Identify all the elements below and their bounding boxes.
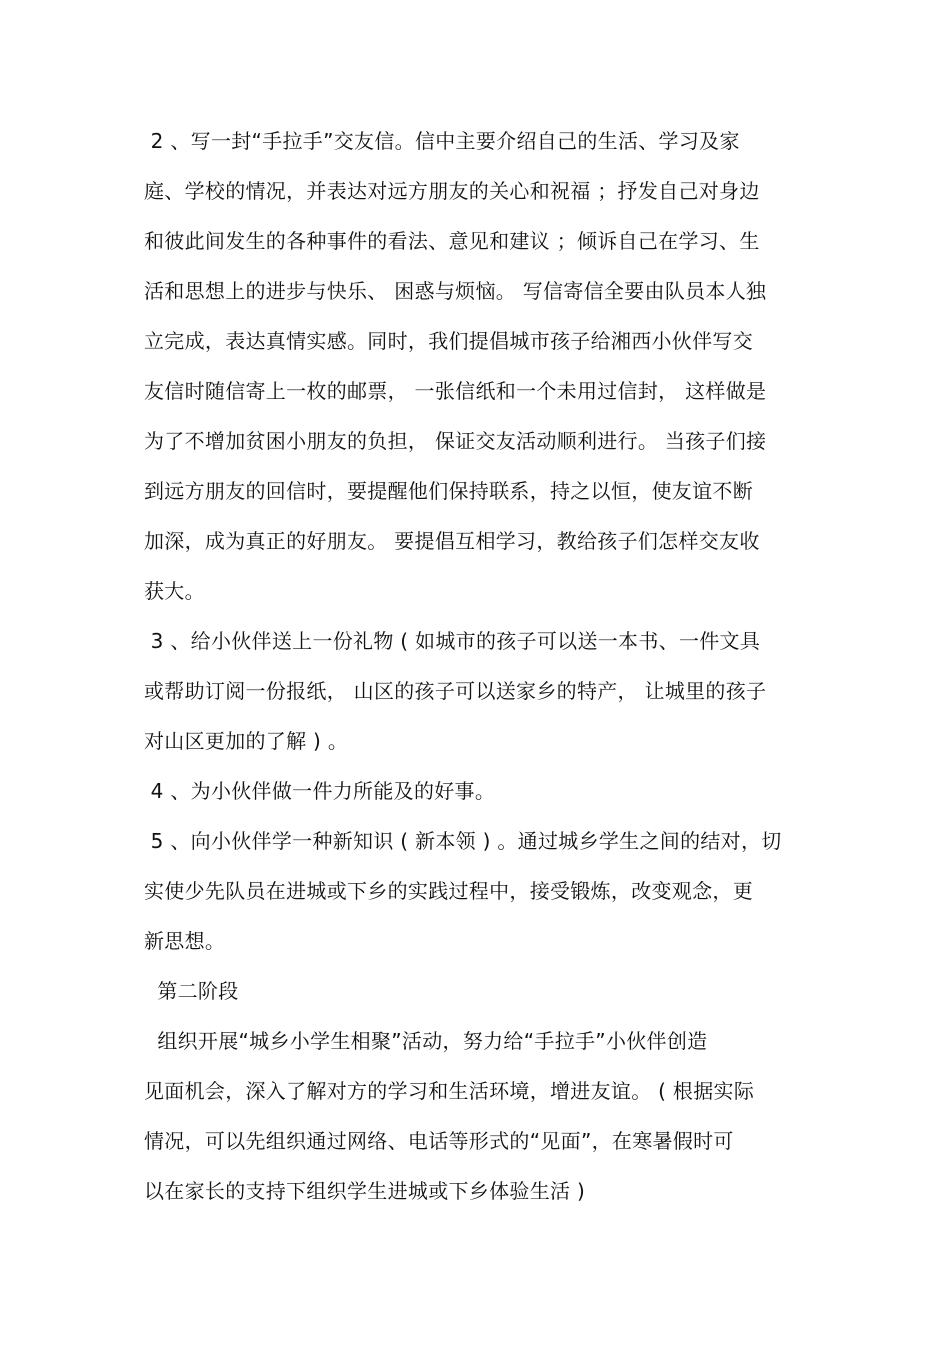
text-line: 情况，可以先组织通过网络、电话等形式的“见面”，在寒暑假时可 [144, 1129, 734, 1153]
text-line: 到远方朋友的回信时，要提醒他们保持联系，持之以恒，使友谊不断 [144, 479, 753, 503]
text-line: 2 、写一封“手拉手”交友信。信中主要介绍自己的生活、学习及家 [144, 129, 740, 153]
text-line: 新思想。 [144, 929, 226, 953]
text-line: 活和思想上的进步与快乐、 困惑与烦恼。 写信寄信全要由队员本人独 [144, 279, 767, 303]
text-line: 见面机会，深入了解对方的学习和生活环境，增进友谊。 ( 根据实际 [144, 1079, 755, 1103]
text-line: 加深，成为真正的好朋友。 要提倡互相学习，教给孩子们怎样交友收 [144, 529, 760, 553]
section-heading: 第二阶段 [144, 979, 239, 1003]
text-line: 5 、向小伙伴学一种新知识 ( 新本领 ) 。通过城乡学生之间的结对，切 [144, 829, 782, 853]
text-line: 4 、为小伙伴做一件力所能及的好事。 [144, 779, 496, 803]
text-line: 和彼此间发生的各种事件的看法、意见和建议 ；倾诉自己在学习、生 [144, 229, 760, 253]
text-line: 庭、学校的情况，并表达对远方朋友的关心和祝福 ；抒发自己对身边 [144, 179, 760, 203]
text-line: 实使少先队员在进城或下乡的实践过程中，接受锻炼，改变观念，更 [144, 879, 753, 903]
text-line: 为了不增加贫困小朋友的负担， 保证交友活动顺利进行。 当孩子们接 [144, 429, 767, 453]
text-line: 3 、给小伙伴送上一份礼物 ( 如城市的孩子可以送一本书、一件文具 [144, 629, 761, 653]
text-line: 对山区更加的了解 ) 。 [144, 729, 349, 753]
text-line: 获大。 [144, 579, 205, 603]
text-line: 立完成，表达真情实感。同时，我们提倡城市孩子给湘西小伙伴写交 [144, 329, 753, 353]
text-line: 或帮助订阅一份报纸， 山区的孩子可以送家乡的特产， 让城里的孩子 [144, 679, 767, 703]
text-line: 组织开展“城乡小学生相聚”活动，努力给“手拉手”小伙伴创造 [144, 1029, 708, 1053]
text-line: 友信时随信寄上一枚的邮票， 一张信纸和一个未用过信封， 这样做是 [144, 379, 767, 403]
text-line: 以在家长的支持下组织学生进城或下乡体验生活 ) [144, 1179, 586, 1203]
